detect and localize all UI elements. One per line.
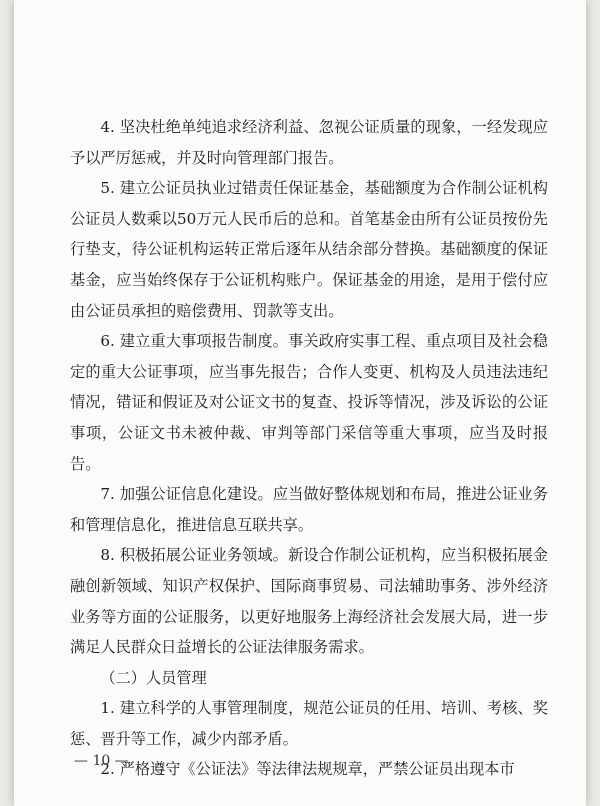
document-page [14,0,586,806]
paragraph-item-6: 6. 建立重大事项报告制度。事关政府实事工程、重点项目及社会稳定的重大公证事项，应当事先报告；合作人变更、机构及人员违法违纪情况，错证和假证及对公证文书的复查、投诉等情况，涉及诉讼的公证事项，公证文书未被仲裁、审判等部门采信等重大事项，应当及时报告。 [70,332,548,473]
paragraph-item-7: 7. 加强公证信息化建设。应当做好整体规划和布局，推进公证业务和管理信息化，推进信息互联共享。 [70,485,548,534]
document-body [70,112,548,785]
page-number: — 10 — [74,753,129,769]
section-paragraph-2: 2. 严格遵守《公证法》等法律法规规章，严禁公证员出现本市 [100,760,515,779]
section-paragraph-1: 1. 建立科学的人事管理制度，规范公证员的任用、培训、考核、奖惩、晋升等工作，减少内部矛盾。 [70,699,548,748]
paragraph-item-4: 4. 坚决杜绝单纯追求经济利益、忽视公证质量的现象，一经发现应予以严厉惩戒，并及时向管理部门报告。 [70,118,548,167]
paragraph-item-5: 5. 建立公证员执业过错责任保证基金，基础额度为合作制公证机构公证员人数乘以50万元人民币后的总和。首笔基金由所有公证员按份先行垫支，待公证机构运转正常后逐年从结余部分替换。基础额度的保证基金，应当始终保存于公证机构账户。保证基金的用途，是用于偿付应由公证员承担的赔偿费用、罚款等支出。 [70,179,548,320]
section-heading: （二）人员管理 [100,668,207,687]
paragraph-item-8: 8. 积极拓展公证业务领域。新设合作制公证机构，应当积极拓展金融创新领域、知识产权保护、国际商事贸易、司法辅助事务、涉外经济业务等方面的公证服务，以更好地服务上海经济社会发展大局，进一步满足人民群众日益增长的公证法律服务需求。 [70,546,548,657]
